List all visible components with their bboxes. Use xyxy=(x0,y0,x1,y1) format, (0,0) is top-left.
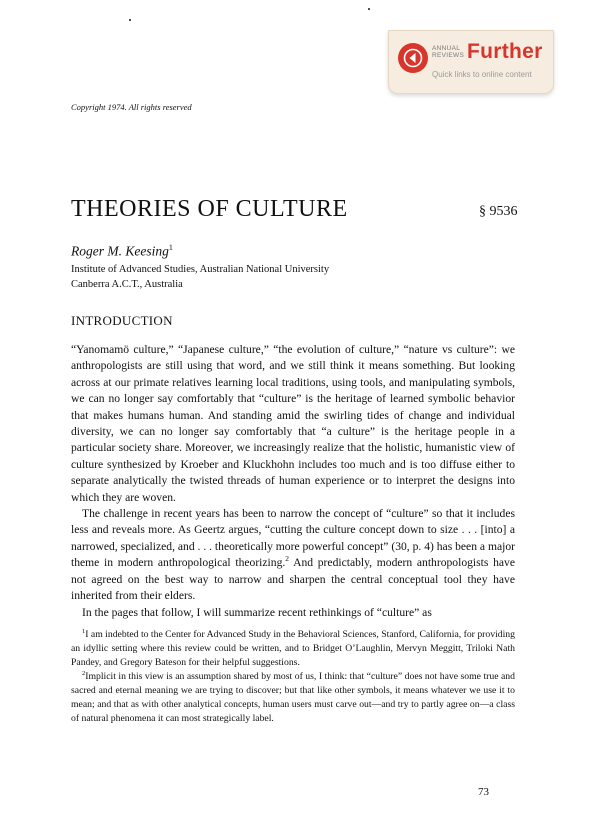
paragraph: In the pages that follow, I will summarize recent rethinkings of “culture” as xyxy=(82,605,432,619)
annual-reviews-label: ANNUAL REVIEWS xyxy=(432,45,465,59)
footnote: $^2$Implicit in this view is an assumption shared by most of us, I think: that “culture” does not have some true and sacred and eternal meaning we are trying to discover; but that like other symbols, it means whatever we use it to mean; and that as with other analytical concepts, human users must carve out—and try to partly agree on—a class of natural phenomena it can most strategically label. xyxy=(71,669,515,724)
page-number: 73 xyxy=(478,786,489,798)
footnote-mark[interactable]: 2 xyxy=(285,554,290,564)
footnote: $^1$I am indebted to the Center for Advanced Study in the Behavioral Sciences, Stanford, California, for providing an idyllic setting where this review could be written, and to Bridget O’Laughlin, Mervyn Meggitt, Triloki Nath Pandey, and Gregory Bateson for their helpful suggestions. xyxy=(71,627,515,668)
author-name: Roger M. Keesing$^1$ xyxy=(71,243,173,259)
paragraph: “Yanomamö culture,” “Japanese culture,” “the evolution of culture,” “nature vs culture”: we anthropologists are still using that word, and we still think it means something. But looking across at our primate relatives learning local traditions, using tools, and manipulating symbols, we can no longer say comfortably that “culture” is the heritage of learned symbolic behavior that makes humans human. And standing amid the swirling tides of change and individual diversity, we can no longer say comfortably that “a culture” is the heritage people in a particular society share. Moreover, we increasingly realize that the holistic, humanistic view of culture synthesized by Kroeber and Kluckhohn includes too much and is too diffuse either to separate analytically the twisted threads of human experience or to interpret the designs into which they are woven. xyxy=(71,343,515,504)
further-badge[interactable] xyxy=(388,30,554,94)
scan-speck xyxy=(368,8,370,10)
further-subtitle: Quick links to online content xyxy=(432,70,532,79)
footnotes xyxy=(71,628,515,726)
copyright-notice: Copyright 1974. All rights reserved xyxy=(71,102,192,112)
paragraph: The challenge in recent years has been to narrow the concept of “culture” so that it includes less and reveals more. As Geertz argues, “cutting the culture concept down to size . . . [into] a narrowed, specialized, and . . . theoretically more powerful concept” (30, p. 4) has been a major theme in modern anthropological theorizing.$^2$ And predictably, modern anthropologists have not agreed on the best way to narrow and sharpen the central conceptual tool they have inherited from their elders. xyxy=(71,507,515,603)
body-text xyxy=(71,342,515,621)
section-number: § 9536 xyxy=(479,204,518,219)
article-title: THEORIES OF CULTURE xyxy=(71,196,348,222)
section-heading: INTRODUCTION xyxy=(71,313,173,328)
footnote-mark[interactable]: 1 xyxy=(168,243,173,252)
play-arrow-icon xyxy=(398,43,428,73)
author-affiliation: Institute of Advanced Studies, Australian National University Canberra A.C.T., Australia xyxy=(71,264,330,290)
further-label: Further xyxy=(467,40,543,63)
scan-speck xyxy=(129,19,131,21)
